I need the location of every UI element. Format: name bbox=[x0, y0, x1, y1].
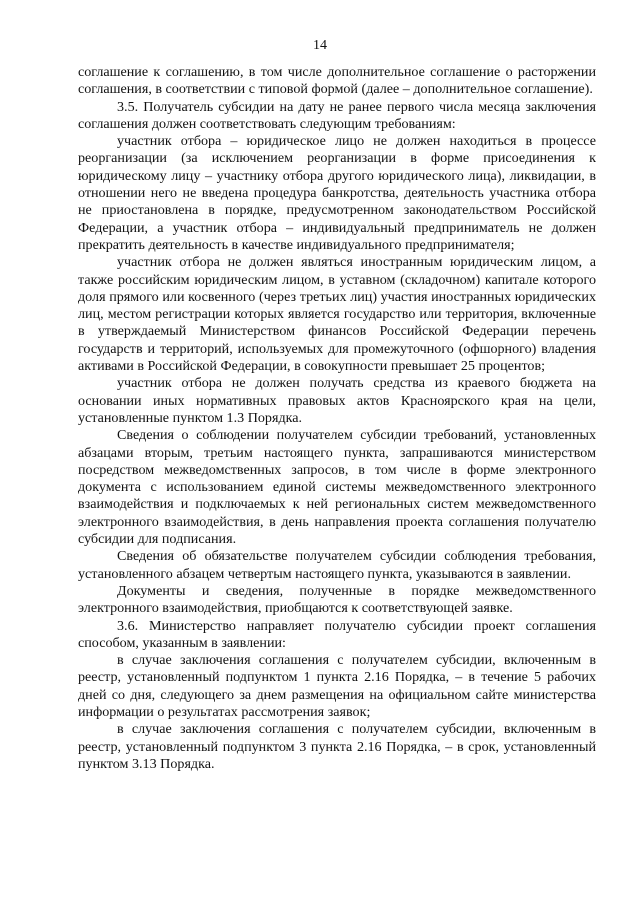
paragraph-registry-case-3: в случае заключения соглашения с получателем субсидии, включенным в реестр, установленный подпунктом 3 пункта 2.16 Порядка, – в срок, установленный пунктом 3.13 Порядка. bbox=[78, 721, 596, 772]
paragraph-clause-3-6: 3.6. Министерство направляет получателю субсидии проект соглашения способом, указанным в заявлении: bbox=[78, 617, 596, 651]
paragraph-requirement-foreign-entity: участник отбора не должен являться иностранным юридическим лицом, а также российским юридическим лицом, в уставном (складочном) капитале которого доля прямого или косвенного (через третьих лиц) участия иностранных юридических лиц, местом регистрации которых является государство или территория, включенные в утверждаемый Министерством финансов Российской Федерации перечень государств и территорий, используемых для промежуточного (офшорного) владения активами в Российской Федерации, в совокупности превышает 25 процентов; bbox=[78, 254, 596, 375]
paragraph-documents-attached: Документы и сведения, полученные в порядке межведомственного электронного взаимодействия, приобщаются к соответствующей заявке. bbox=[78, 582, 596, 617]
paragraph-requirement-reorganization: участник отбора – юридическое лицо не должен находиться в процессе реорганизации (за исключением реорганизации в форме присоединения к юридическому лицу – участнику отбора другого юридического лица), ликвидации, в отношении него не введена процедура банкротства, деятельность участника отбора не приостановлена в порядке, предусмотренном законодательством Российской Федерации, а участник отбора – индивидуальный предприниматель не должен прекратить деятельность в качестве индивидуального предпринимателя; bbox=[78, 133, 596, 253]
document-body bbox=[78, 64, 596, 773]
paragraph-obligation-information: Сведения об обязательстве получателем субсидии соблюдения требования, установленного абзацем четвертым настоящего пункта, указываются в заявлении. bbox=[78, 548, 596, 582]
paragraph-registry-case-1: в случае заключения соглашения с получателем субсидии, включенным в реестр, установленный подпунктом 1 пункта 2.16 Порядка, – в течение 5 рабочих дней со дня, следующего за днем размещения на официальном сайте министерства информации о результатах рассмотрения заявок; bbox=[78, 652, 596, 720]
paragraph-continuation: соглашение к соглашению, в том числе дополнительное соглашение о расторжении соглашения, в соответствии с типовой формой (далее – дополнительное соглашение). bbox=[78, 64, 596, 98]
paragraph-requirement-regional-budget: участник отбора не должен получать средства из краевого бюджета на основании иных нормативных правовых актов Красноярского края на цели, установленные пунктом 1.3 Порядка. bbox=[78, 375, 596, 426]
paragraph-clause-3-5: 3.5. Получатель субсидии на дату не ранее первого числа месяца заключения соглашения должен соответствовать следующим требованиям: bbox=[78, 98, 596, 132]
paragraph-compliance-information: Сведения о соблюдении получателем субсидии требований, установленных абзацами вторым, третьим настоящего пункта, запрашиваются министерством посредством межведомственных запросов, в том числе в форме электронного документа с использованием единой системы межведомственного электронного взаимодействия и подключаемых к ней региональных систем межведомственного электронного взаимодействия, в день направления проекта соглашения получателю субсидии для подписания. bbox=[78, 427, 596, 548]
page-number: 14 bbox=[313, 38, 327, 53]
